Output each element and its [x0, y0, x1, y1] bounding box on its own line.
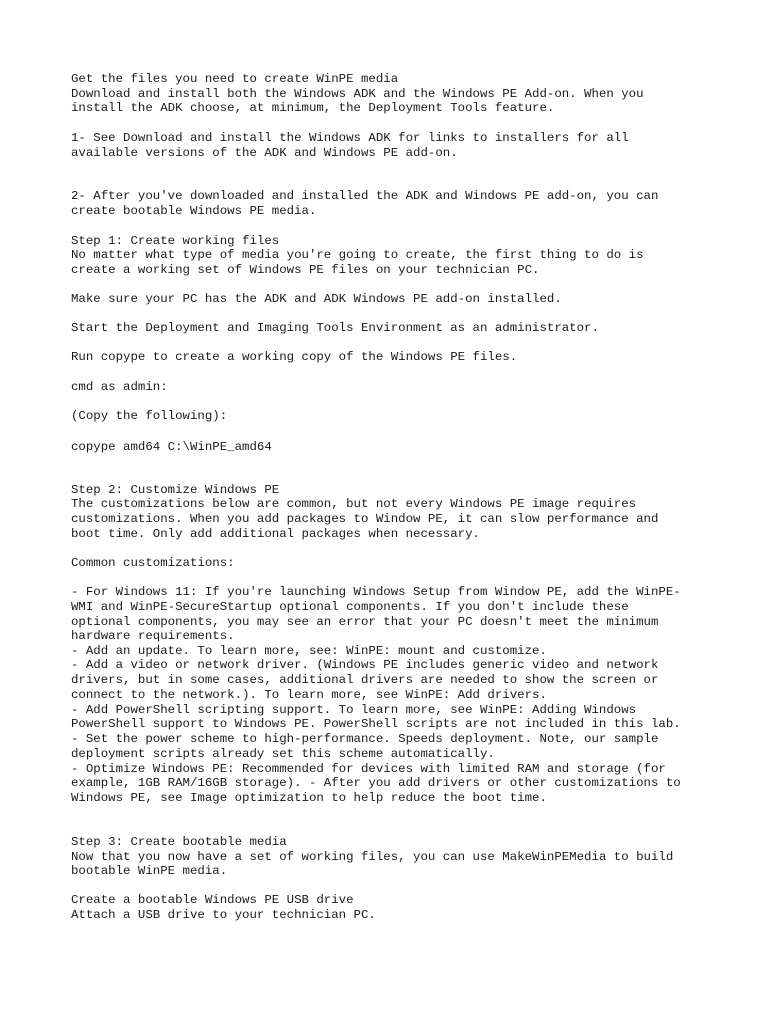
list-item-line: hardware requirements. — [71, 629, 235, 643]
list-item-line: - Set the power scheme to high-performance. Speeds deployment. Note, our sample — [71, 732, 659, 746]
usb-heading: Create a bootable Windows PE USB drive — [71, 893, 354, 907]
step1-heading: Step 1: Create working files — [71, 234, 280, 248]
list-item-line: - For Windows 11: If you're launching Windows Setup from Window PE, add the WinPE- — [71, 585, 681, 599]
text-line: create bootable Windows PE media. — [71, 204, 317, 218]
list-item-line: PowerShell support to Windows PE. PowerShell scripts are not included in this lab. — [71, 717, 681, 731]
text-line: Common customizations: — [71, 556, 235, 570]
text-line: boot time. Only add additional packages when necessary. — [71, 527, 480, 541]
step2-heading: Step 2: Customize Windows PE — [71, 483, 280, 497]
list-item-line: example, 1GB RAM/16GB storage). - After you add drivers or other customizations to — [71, 776, 681, 790]
list-item-line: connect to the network.). To learn more, see WinPE: Add drivers. — [71, 688, 547, 702]
text-line: install the ADK choose, at minimum, the Deployment Tools feature. — [71, 101, 555, 115]
text-line: Run copype to create a working copy of the Windows PE files. — [71, 350, 518, 364]
list-item-line: Windows PE, see Image optimization to help reduce the boot time. — [71, 791, 547, 805]
text-line: No matter what type of media you're going to create, the first thing to do is — [71, 248, 644, 262]
list-item-line: - Add an update. To learn more, see: WinPE: mount and customize. — [71, 644, 547, 658]
text-line: create a working set of Windows PE files on your technician PC. — [71, 263, 540, 277]
section-heading-get-files: Get the files you need to create WinPE media — [71, 72, 399, 86]
text-line: customizations. When you add packages to Window PE, it can slow performance and — [71, 512, 659, 526]
list-item-line: - Optimize Windows PE: Recommended for devices with limited RAM and storage (for — [71, 762, 666, 776]
text-line: Make sure your PC has the ADK and ADK Windows PE add-on installed. — [71, 292, 562, 306]
text-line: Now that you now have a set of working files, you can use MakeWinPEMedia to build — [71, 850, 674, 864]
text-line: available versions of the ADK and Windows PE add-on. — [71, 146, 458, 160]
text-line: (Copy the following): — [71, 409, 228, 423]
text-line: 1- See Download and install the Windows ADK for links to installers for all — [71, 131, 629, 145]
text-line: Download and install both the Windows ADK and the Windows PE Add-on. When you — [71, 87, 644, 101]
text-line: 2- After you've downloaded and installed the ADK and Windows PE add-on, you can — [71, 189, 659, 203]
text-line: cmd as admin: — [71, 380, 168, 394]
step3-heading: Step 3: Create bootable media — [71, 835, 287, 849]
list-item-line: drivers, but in some cases, additional drivers are needed to show the screen or — [71, 673, 659, 687]
text-line: Start the Deployment and Imaging Tools Environment as an administrator. — [71, 321, 599, 335]
list-item-line: WMI and WinPE-SecureStartup optional components. If you don't include these — [71, 600, 629, 614]
text-line: The customizations below are common, but not every Windows PE image requires — [71, 497, 637, 511]
list-item-line: optional components, you may see an error that your PC doesn't meet the minimum — [71, 615, 659, 629]
text-line: bootable WinPE media. — [71, 864, 228, 878]
text-line: Attach a USB drive to your technician PC. — [71, 908, 376, 922]
list-item-line: - Add a video or network driver. (Windows PE includes generic video and network — [71, 658, 659, 672]
command-line: copype amd64 C:\WinPE_amd64 — [71, 440, 272, 454]
list-item-line: - Add PowerShell scripting support. To learn more, see WinPE: Adding Windows — [71, 703, 637, 717]
list-item-line: deployment scripts already set this scheme automatically. — [71, 747, 495, 761]
